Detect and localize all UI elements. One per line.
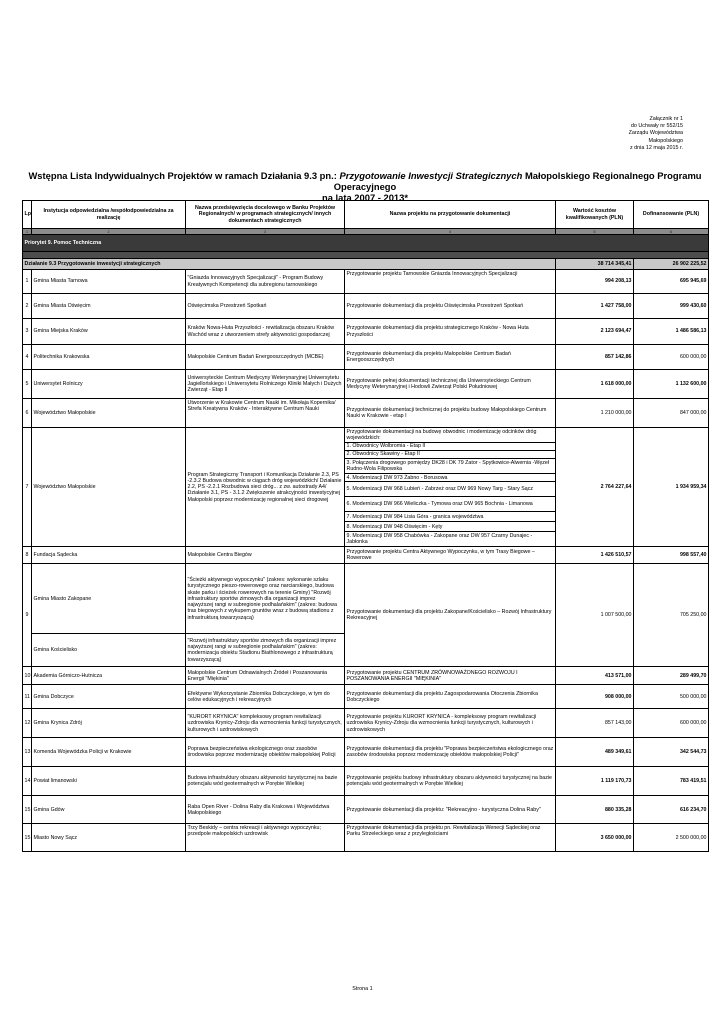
- row-institution: Powiat limanowski: [32, 767, 186, 796]
- row-lp: 8: [23, 547, 32, 564]
- row-cost: 1 426 510,57: [556, 547, 634, 564]
- table-row: [23, 428, 709, 547]
- table-row: [23, 767, 709, 796]
- sub-item: 9. Modernizacji DW 958 Chabówka - Zakopane oraz DW 957 Czarny Dunajec - Jabłonka: [346, 533, 533, 546]
- row-undertaking: "Ścieżki aktywnego wypoczynku" (zakres: wykonanie szlaku turystycznego pieszo-rowerowego oraz narciarskiego, budowa skate parku i ścieżek rowerowych na terenie Gminy) "Rozwój infrastruktury sportów zimowych dla organizacji imprez najwyższej rangi w subregionie podhalańskim" (zakres: budowa tras biegowych z wykupem gruntów wraz z budową stadionu z infrastrukturą towarzyszącą): [186, 564, 345, 634]
- table-row: [23, 667, 709, 685]
- row-cofinancing: 342 544,73: [634, 738, 709, 767]
- attachment-line: Załącznik nr 1: [649, 116, 683, 122]
- row-cost: 1 007 500,00: [556, 564, 634, 667]
- table-row: [23, 294, 709, 319]
- row-cost: 994 208,13: [556, 270, 634, 294]
- row-project: Przygotowanie projektu KURORT KRYNICA - kompleksowy program rewitalizacji uzdrowiska Krynicy-Zdroju dla wzmocnienia funkcji turystycznych, kulturowych i uzdrowiskowych: [345, 709, 556, 738]
- row-undertaking: Uniwersyteckie Centrum Medycyny Weterynaryjnej Uniwersytetu Jagiellońskiego i Uniwersytetu Rolniczego Kliniki Małych i Dużych Zwierząt - Etap II: [186, 370, 345, 399]
- col-number: 1: [23, 229, 32, 235]
- measure-row: [23, 259, 709, 270]
- row-lp: 3: [23, 319, 32, 345]
- table-row: [23, 345, 709, 370]
- row-undertaking: Raba Open River - Dolina Raby dla Krakowa i Województwa Małopolskiego: [186, 796, 345, 824]
- row-cost: 489 349,61: [556, 738, 634, 767]
- row-cofinancing: 1 934 959,34: [634, 428, 709, 547]
- row-undertaking: Program Strategiczny Transport i Komunikacja Działanie 2.3, PS -2.3.2 Budowa obwodnic w ciągach dróg wojewódzkich/ Działanie 2.2, PS -2.2.1 Rozbudowa sieci dróg... z zw. autostrady A4/ Działanie 3.1, PS - 3.1.2 Zwiększenie atrakcyjności inwestycyjnej Małopolski poprzez modernizację regionalnej sieci drogowej: [186, 428, 345, 547]
- row-undertaking: Utworzenie w Krakowie Centrum Nauki im. Mikołaja Kopernika/ Strefa Kreatywna Kraków - Interaktywne Centrum Nauki: [186, 399, 345, 428]
- row-institution: Gmina Dobczyce: [32, 685, 186, 709]
- row-lp: 1: [23, 270, 32, 294]
- row-institution: Gmina Miasta Tarnowa: [32, 270, 186, 294]
- attachment-line: do Uchwały nr 552/15: [630, 123, 683, 130]
- row-institution: Gmina Miasto Zakopane: [32, 564, 186, 634]
- col-number: 2: [32, 229, 186, 235]
- attachment-line: z dnia 12 maja 2015 r.: [629, 144, 683, 151]
- row-lp: 13: [23, 738, 32, 767]
- projects-table: [22, 200, 709, 852]
- measure-cofinancing: 26 902 225,52: [634, 259, 709, 270]
- sub-item: 4. Modernizacji DW 973 Żabno - Borusowa: [345, 474, 555, 482]
- row-cofinancing: 600 000,00: [634, 709, 709, 738]
- row-cofinancing: 616 234,70: [634, 796, 709, 824]
- row-cofinancing: 705 250,00: [634, 564, 709, 667]
- row-undertaking: "KURORT KRYNICA" kompleksowy program rewitalizacji uzdrowiska Krynicy-Zdroju dla wzmocnienia funkcji turystycznych, kulturowych i uzdrowiskowych: [186, 709, 345, 738]
- attachment-line: Zarządu Województwa: [628, 130, 683, 137]
- row-project: Przygotowanie dokumentacji dla projektu Zagospodarowania Otoczenia Zbiornika Dobczyckiego: [345, 685, 556, 709]
- row-undertaking: Małopolskie Centra Biegów: [186, 547, 345, 564]
- row-undertaking: Efektywne Wykorzystanie Zbiornika Dobczyckiego, w tym do celów edukacyjnych i rekreacyjnych: [186, 685, 345, 709]
- col-number: 4: [345, 229, 556, 235]
- row-cost: 1 210 000,00: [556, 399, 634, 428]
- col-number: 5: [556, 229, 634, 235]
- row-cofinancing: 998 557,40: [634, 547, 709, 564]
- measure-cost: 38 714 345,41: [556, 259, 634, 270]
- title-line2: na lata 2007 - 2013*: [322, 192, 408, 203]
- sub-item: 5. Modernizacji DW 968 Lubień - Zabrzeż oraz DW 969 Nowy Targ - Stary Sącz: [345, 482, 555, 497]
- row-project: Przygotowanie pełnej dokumentacji technicznej dla Uniwersyteckiego Centrum Medycyny Weterynaryjnej i Hodowli Zwierząt Polski Południowej: [345, 370, 556, 399]
- sub-item: 1. Obwodnicy Wolbromia - Etap II: [345, 442, 555, 450]
- title-italic-part: Przygotowanie Inwestycji Strategicznych: [339, 170, 523, 181]
- priority-label: Priorytet 9. Pomoc Techniczna: [23, 235, 709, 252]
- row-cost: 857 142,86: [556, 345, 634, 370]
- row-cofinancing: 1 486 586,13: [634, 319, 709, 345]
- row-project: Przygotowanie projektu Tarnowskie Gniazda Innowacyjnych Specjalizacji: [345, 270, 556, 294]
- col-number: 3: [186, 229, 345, 235]
- row-institution: Gmina Miejska Kraków: [32, 319, 186, 345]
- table-row: [23, 319, 709, 345]
- table-row: [23, 738, 709, 767]
- row-lp: 10: [23, 667, 32, 685]
- row-cofinancing: 1 132 600,00: [634, 370, 709, 399]
- title-part: Małopolskiego Regionalnego Programu Operacyjnego: [333, 170, 702, 192]
- row-lp: 15: [23, 796, 32, 824]
- row-project: Przygotowanie dokumentacji dla projektu strategicznego Kraków - Nowa Huta Przyszłości: [345, 319, 556, 345]
- row-project: Przygotowanie dokumentacji dla projektu Małopolskie Centrum Badań Energooszczędnych: [345, 345, 556, 370]
- row-lp: 5: [23, 370, 32, 399]
- row-cost: 413 571,00: [556, 667, 634, 685]
- row-institution: Fundacja Sądecka: [32, 547, 186, 564]
- row-lp: 6: [23, 399, 32, 428]
- row-undertaking: "Rozwój infrastruktury sportów zimowych dla organizacji imprez najwyższej rangi w subregionie podhalańskim" (zakres: modernizacja obiektu Stadionu Biathlonowego z infrastrukturą towarzyszącą): [186, 634, 345, 667]
- row-project: Przygotowanie dokumentacji dla projektu pn. Rewitalizacja Wenecji Sądeckiej oraz Parku Strzeleckiego wraz z przyległościami: [345, 824, 556, 852]
- header-undertaking: Nazwa przedsięwzięcia docelowego w Banku Projektów Regionalnych/ w programach strategicznych/ innych dokumentach strategicznych: [186, 201, 345, 229]
- row-undertaking: Trzy Beskidy – centra rekreacji i aktywnego wypoczynku; przedpole małopolskich uzdrowisk: [186, 824, 345, 852]
- row-institution: Województwo Małopolskie: [32, 399, 186, 428]
- row-institution: Województwo Małopolskie: [32, 428, 186, 547]
- table-row: [23, 270, 709, 294]
- row-institution: Gmina Gdów: [32, 796, 186, 824]
- row-cost: 2 764 227,64: [556, 428, 634, 547]
- table-header-row: [23, 201, 709, 229]
- header-lp: Lp: [23, 201, 32, 229]
- header-institution: Instytucja odpowiedzialna /współodpowiedzialna za realizację: [32, 201, 186, 229]
- row-cost: 857 143,00: [556, 709, 634, 738]
- row-institution: Gmina Krynica Zdrój: [32, 709, 186, 738]
- separator-row: [23, 252, 709, 259]
- row-lp: 2: [23, 294, 32, 319]
- row-institution: Gmina Kościelisko: [32, 634, 186, 667]
- row-institution: Politechnika Krakowska: [32, 345, 186, 370]
- col-number: 6: [634, 229, 709, 235]
- row-project: Przygotowanie dokumentacji dla projektu: "Rekreacyjno - turystyczna Dolina Raby": [345, 796, 556, 824]
- row-cofinancing: 289 499,70: [634, 667, 709, 685]
- row-undertaking: Oświęcimska Przestrzeń Spotkań: [186, 294, 345, 319]
- row-cost: 1 119 170,73: [556, 767, 634, 796]
- row-institution: Uniwersytet Rolniczy: [32, 370, 186, 399]
- row-cofinancing: 999 430,60: [634, 294, 709, 319]
- table-row: [23, 685, 709, 709]
- row-project: Przygotowanie projektu budowy infrastruktury obszaru aktywności turystycznej na bazie potencjału wód geotermalnych w Porębie Wielkiej: [345, 767, 556, 796]
- row-lp: 14: [23, 767, 32, 796]
- row-institution: Komenda Wojewódzka Policji w Krakowie: [32, 738, 186, 767]
- sub-item: 6. Modernizacji DW 966 Wieliczka - Tymowa oraz DW 965 Bochnia - Limanowa: [345, 497, 555, 512]
- row-project: Przygotowanie projektu Centra Aktywnego Wypoczynku, w tym Trasy Biegowe – Rowerowe: [345, 547, 556, 564]
- row-institution: Akademia Górniczo-Hutnicza: [32, 667, 186, 685]
- row-institution: Gmina Miasta Oświęcim: [32, 294, 186, 319]
- row-lp: 9: [23, 564, 32, 667]
- table-row: [23, 370, 709, 399]
- row-cost: 3 650 000,00: [556, 824, 634, 852]
- row-undertaking: "Gniazda Innowacyjnych Specjalizacji" - Program Budowy Kreatywnych Kompetencji dla subregionu tarnowskiego: [186, 270, 345, 294]
- row-project: Przygotowanie dokumentacji dla projektu "Poprawa bezpieczeństwa ekologicznego oraz zasobów środowiska poprzez modernizację obiektów małopolskiej Policji": [345, 738, 556, 767]
- row-undertaking: Poprawa bezpieczeństwa ekologicznego oraz zasobów środowiska poprzez modernizację obiektów małopolskiej Policji: [186, 738, 345, 767]
- row-project: Przygotowanie dokumentacji dla projektu Oświęcimska Przestrzeń Spotkań: [345, 294, 556, 319]
- row-undertaking: Kraków Nowa-Huta Przyszłości - rewitalizacja obszaru Kraków Wschód wraz z utworzeniem strefy aktywności gospodarczej: [186, 319, 345, 345]
- row-cofinancing: 783 419,51: [634, 767, 709, 796]
- header-cofinancing: Dofinansowanie (PLN): [634, 201, 709, 229]
- row-cofinancing: 2 500 000,00: [634, 824, 709, 852]
- row-lp: 12: [23, 709, 32, 738]
- row-project-subtable: [345, 428, 556, 547]
- sub-item-intro: Przygotowanie dokumentacji na budowę obwodnic i modernizację odcinków dróg wojewódzkich:: [345, 428, 555, 442]
- row-cost: 908 000,00: [556, 685, 634, 709]
- row-institution: Miasto Nowy Sącz: [32, 824, 186, 852]
- sub-item: 8. Modernizacji DW 948 Oświęcim - Kęty: [345, 522, 555, 532]
- table-row: [23, 824, 709, 852]
- header-project: Nazwa projektu na przygotowanie dokumentacji: [345, 201, 556, 229]
- row-lp: 11: [23, 685, 32, 709]
- row-lp: 4: [23, 345, 32, 370]
- attachment-note: [523, 116, 683, 152]
- roads-subtable: [345, 428, 555, 546]
- row-project: Przygotowanie dokumentacji technicznej do projektu budowy Małopolskiego Centrum Nauki w Krakowie - etap I: [345, 399, 556, 428]
- row-undertaking: Małopolskie Centrum Badań Energooszczędnych (MCBE): [186, 345, 345, 370]
- row-cost: 1 427 758,00: [556, 294, 634, 319]
- row-lp: 7: [23, 428, 32, 547]
- header-cost: Wartość kosztów kwalifikowanych (PLN): [556, 201, 634, 229]
- sub-item: 3. Połączenia drogowego pomiędzy DK28 i DK 79 Zator - Spytkowice-Alwernia -Węzeł Rudno-Wola Filipowska: [345, 459, 555, 474]
- row-cost: 2 123 694,47: [556, 319, 634, 345]
- table-row: [23, 796, 709, 824]
- row-undertaking: Małopolskie Centrum Odnawialnych Źródeł i Poszanowania Energii "Miękinia": [186, 667, 345, 685]
- row-project: Przygotowanie dokumentacji dla projektu Zakopane/Kościelisko – Rozwój Infrastruktury Rekreacyjnej: [345, 564, 556, 667]
- row-cofinancing: 600 000,00: [634, 345, 709, 370]
- title-part: Wstępna Lista Indywidualnych Projektów w ramach Działania 9.3 pn.:: [28, 170, 340, 181]
- table-row: [23, 399, 709, 428]
- row-lp: 15: [23, 824, 32, 852]
- page-title: [20, 170, 710, 203]
- priority-row: [23, 235, 709, 252]
- measure-label: Działanie 9.3 Przygotowanie inwestycji strategicznych: [23, 259, 556, 270]
- table-row: [23, 709, 709, 738]
- table-row: [23, 547, 709, 564]
- row-project: Przygotowanie projektu CENTRUM ZRÓWNOWAŻONEGO ROZWOJU I POSZANOWANIA ENERGII "MIĘKINIA": [345, 667, 556, 685]
- sub-item: 7. Modernizacji DW 984 Lisia Góra - granica województwa: [345, 512, 555, 522]
- page-footer: Strona 1: [352, 986, 373, 992]
- separator-cell: [23, 252, 709, 259]
- table-row: [23, 564, 709, 634]
- row-cost: 1 618 000,00: [556, 370, 634, 399]
- attachment-line: Małopolskiego: [648, 137, 683, 144]
- row-cofinancing: 500 000,00: [634, 685, 709, 709]
- row-undertaking: Budowa infrastruktury obszaru aktywności turystycznej na bazie potencjału wód geotermalnych w Porębie Wielkiej: [186, 767, 345, 796]
- row-cofinancing: 695 945,69: [634, 270, 709, 294]
- row-cofinancing: 847 000,00: [634, 399, 709, 428]
- row-cost: 880 335,28: [556, 796, 634, 824]
- sub-item: 2. Obwodnicy Skawiny - Etap II: [345, 450, 555, 458]
